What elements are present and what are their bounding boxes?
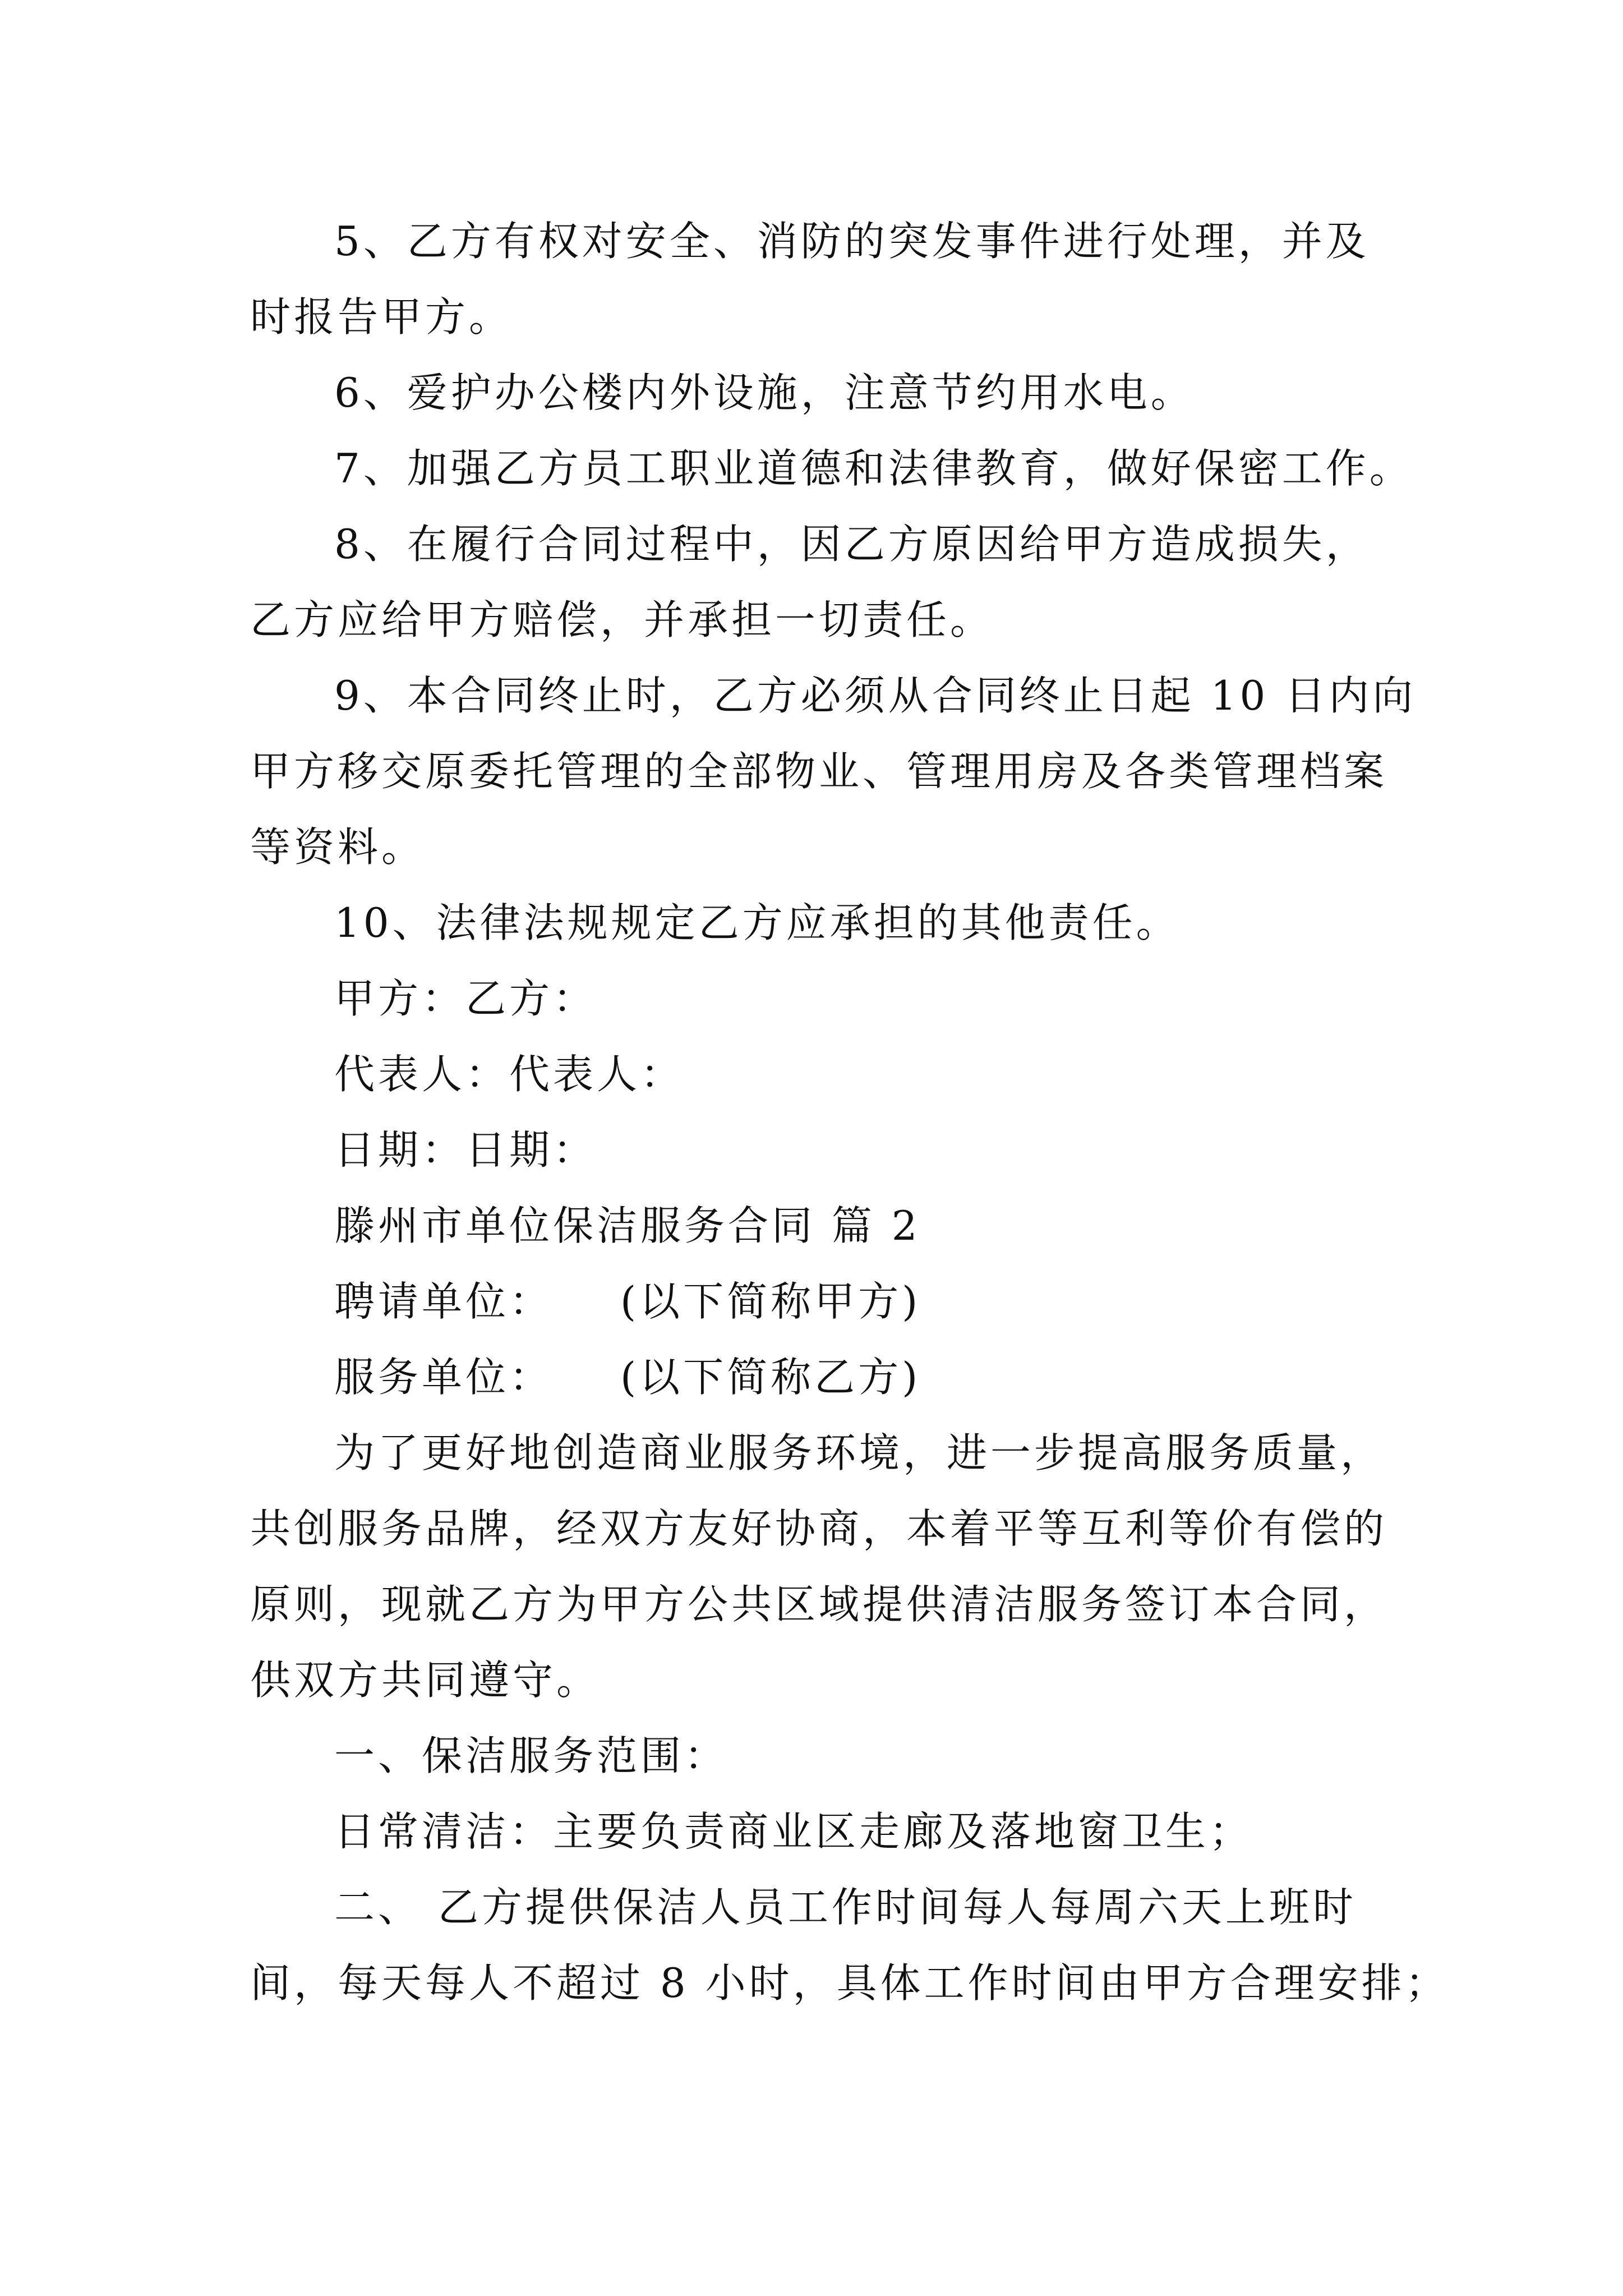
clause-7: 7、加强乙方员工职业道德和法律教育，做好保密工作。 bbox=[334, 445, 1413, 492]
preamble-line-3: 原则，现就乙方为甲方公共区域提供清洁服务签订本合同， bbox=[250, 1581, 1388, 1628]
clause-10: 10、法律法规规定乙方应承担的其他责任。 bbox=[334, 899, 1180, 946]
signature-representatives: 代表人：代表人： bbox=[334, 1051, 685, 1098]
clause-8-line-1: 8、在履行合同过程中，因乙方原因给甲方造成损失， bbox=[334, 521, 1370, 568]
signature-dates: 日期：日期： bbox=[334, 1126, 597, 1174]
preamble-line-2: 共创服务品牌，经双方友好协商，本着平等互利等价有偿的 bbox=[250, 1505, 1388, 1552]
service-unit-line bbox=[334, 1349, 921, 1405]
section-title: 滕州市单位保洁服务合同 篇 2 bbox=[334, 1202, 921, 1249]
service-unit-note: (以下简称乙方) bbox=[620, 1354, 921, 1401]
scope-heading: 一、保洁服务范围： bbox=[334, 1732, 728, 1779]
clause-9-line-3: 等资料。 bbox=[250, 823, 426, 871]
clause-8-line-2: 乙方应给甲方赔偿，并承担一切责任。 bbox=[250, 596, 994, 643]
hiring-unit-line bbox=[334, 1273, 921, 1329]
clause-5-line-1: 5、乙方有权对安全、消防的突发事件进行处理，并及 bbox=[334, 218, 1370, 265]
preamble-line-4: 供双方共同遵守。 bbox=[250, 1657, 601, 1704]
hiring-unit-note: (以下简称甲方) bbox=[620, 1278, 921, 1325]
daily-cleaning: 日常清洁：主要负责商业区走廊及落地窗卫生； bbox=[334, 1808, 1253, 1855]
signature-parties: 甲方：乙方： bbox=[334, 975, 597, 1022]
service-unit-label: 服务单位： bbox=[334, 1354, 554, 1401]
preamble-line-1: 为了更好地创造商业服务环境，进一步提高服务质量， bbox=[334, 1429, 1385, 1476]
clause-9-line-1: 9、本合同终止时，乙方必须从合同终止日起 10 日内向 bbox=[334, 672, 1417, 719]
clause-5-line-2: 时报告甲方。 bbox=[250, 293, 513, 341]
clause-6: 6、爱护办公楼内外设施，注意节约用水电。 bbox=[334, 369, 1195, 416]
clause-9-line-2: 甲方移交原委托管理的全部物业、管理用房及各类管理档案 bbox=[250, 748, 1388, 795]
work-hours-line-1: 二、 乙方提供保洁人员工作时间每人每周六天上班时 bbox=[334, 1884, 1357, 1931]
hiring-unit-label: 聘请单位： bbox=[334, 1278, 554, 1325]
work-hours-line-2: 间，每天每人不超过 8 小时，具体工作时间由甲方合理安排； bbox=[250, 1959, 1449, 2007]
